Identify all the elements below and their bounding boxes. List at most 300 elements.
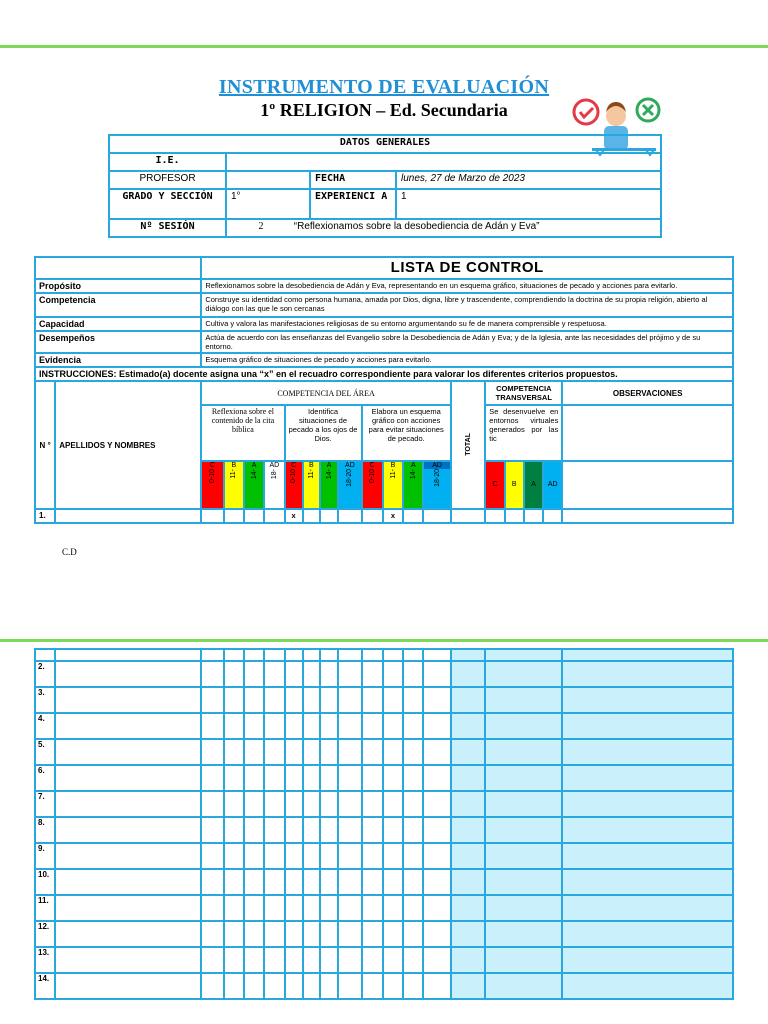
level-label: AD (345, 462, 355, 469)
competencia-area-header: COMPETENCIA DEL ÁREA (201, 381, 450, 405)
grade-cell[interactable] (338, 687, 361, 713)
grade-cell[interactable] (423, 791, 450, 817)
grade-cell[interactable] (320, 895, 338, 921)
grade-cell[interactable] (224, 843, 244, 869)
grade-cell[interactable] (201, 817, 223, 843)
grade-cell[interactable] (244, 843, 264, 869)
grade-cell[interactable] (403, 791, 423, 817)
grade-cell[interactable] (244, 921, 264, 947)
transversal-cell[interactable] (543, 509, 562, 523)
grade-cell[interactable] (423, 869, 450, 895)
grade-cell[interactable] (264, 973, 284, 999)
row-text-evidencia: Esquema gráfico de situaciones de pecado y acciones para evitarlo. (201, 353, 733, 367)
grade-cell[interactable] (403, 739, 423, 765)
grade-cell[interactable] (224, 921, 244, 947)
total-cell[interactable] (451, 661, 485, 687)
student-name-cell[interactable] (55, 947, 201, 973)
ie-field[interactable] (226, 153, 661, 171)
grade-cell[interactable] (303, 869, 320, 895)
total-cell[interactable] (451, 843, 485, 869)
grade-cell[interactable] (285, 947, 303, 973)
grade-cell[interactable] (224, 869, 244, 895)
grade-cell[interactable] (338, 843, 361, 869)
grade-cell[interactable] (285, 895, 303, 921)
grade-cell[interactable] (338, 765, 361, 791)
grade-cell[interactable] (303, 713, 320, 739)
grade-cell[interactable] (383, 895, 403, 921)
criterio-3: Elabora un esquema gráfico con acciones para evitar situaciones de pecado. (362, 405, 451, 461)
grade-cell[interactable] (224, 687, 244, 713)
grade-cell[interactable] (264, 765, 284, 791)
grade-cell[interactable] (285, 713, 303, 739)
grade-cell[interactable] (320, 869, 338, 895)
grade-cell[interactable] (403, 509, 423, 523)
transversal-cell[interactable] (505, 509, 524, 523)
grade-cell[interactable] (244, 765, 264, 791)
grade-cell[interactable] (244, 817, 264, 843)
grade-cell[interactable] (403, 947, 423, 973)
grade-cell[interactable] (403, 973, 423, 999)
grade-cell[interactable] (403, 661, 423, 687)
grade-cell[interactable] (320, 713, 338, 739)
grade-cell[interactable] (362, 921, 383, 947)
grade-cell[interactable] (423, 713, 450, 739)
grade-cell[interactable] (320, 765, 338, 791)
total-cell[interactable] (451, 791, 485, 817)
observaciones-header: OBSERVACIONES (562, 381, 733, 405)
grade-cell[interactable] (264, 739, 284, 765)
grade-cell[interactable] (285, 973, 303, 999)
observaciones-cell[interactable] (562, 843, 733, 869)
grade-cell[interactable] (362, 661, 383, 687)
level-ad-2 (338, 461, 361, 509)
transversal-cell[interactable] (485, 509, 504, 523)
grade-cell[interactable] (338, 817, 361, 843)
grade-cell[interactable] (285, 687, 303, 713)
grade-cell[interactable] (383, 765, 403, 791)
total-cell[interactable] (451, 739, 485, 765)
student-name-1[interactable] (55, 509, 201, 523)
sesion-number: 2 (258, 221, 264, 232)
transversal-cell[interactable] (485, 895, 562, 921)
student-rows-body (35, 649, 733, 999)
grade-cell[interactable] (201, 739, 223, 765)
level-a-3 (403, 461, 423, 509)
student-rows-table (34, 648, 734, 1000)
transversal-cell[interactable] (485, 713, 562, 739)
grade-cell[interactable] (303, 649, 320, 661)
table-row (35, 973, 733, 999)
total-cell[interactable] (451, 713, 485, 739)
student-name-cell[interactable] (55, 895, 201, 921)
student-name-cell[interactable] (55, 973, 201, 999)
grade-cell[interactable] (201, 791, 223, 817)
grade-cell[interactable] (403, 895, 423, 921)
table-row (35, 817, 733, 843)
table-row (35, 895, 733, 921)
grade-cell[interactable] (264, 895, 284, 921)
grade-cell[interactable] (423, 509, 450, 523)
grade-cell[interactable] (338, 947, 361, 973)
observaciones-cell[interactable] (562, 649, 733, 661)
grade-cell[interactable] (201, 687, 223, 713)
table-row (35, 687, 733, 713)
grade-cell[interactable] (224, 509, 244, 523)
student-name-cell[interactable] (55, 843, 201, 869)
grade-cell[interactable] (285, 817, 303, 843)
transversal-cell[interactable] (485, 739, 562, 765)
row-label-capacidad: Capacidad (35, 317, 201, 331)
grade-cell[interactable] (244, 509, 264, 523)
grade-cell[interactable] (224, 739, 244, 765)
level-label: C (209, 462, 216, 469)
grade-cell[interactable] (403, 765, 423, 791)
transversal-cell[interactable] (524, 509, 543, 523)
total-cell[interactable] (451, 947, 485, 973)
grade-cell[interactable] (303, 973, 320, 999)
grade-cell[interactable] (383, 869, 403, 895)
grade-cell[interactable] (362, 713, 383, 739)
footer-cd: C.D (62, 547, 77, 557)
level-b-1 (224, 461, 244, 509)
grade-cell[interactable] (264, 843, 284, 869)
grade-cell[interactable] (338, 791, 361, 817)
grade-cell[interactable] (303, 661, 320, 687)
grade-cell[interactable] (244, 661, 264, 687)
grade-cell[interactable] (423, 765, 450, 791)
total-cell[interactable] (451, 973, 485, 999)
row-number: 14. (35, 973, 55, 999)
transversal-cell[interactable] (485, 973, 562, 999)
range-label: 0-10 (368, 469, 376, 484)
grade-cell[interactable] (338, 973, 361, 999)
grade-cell[interactable] (320, 687, 338, 713)
grade-cell[interactable] (244, 687, 264, 713)
total-cell[interactable] (451, 509, 485, 523)
grade-cell[interactable] (201, 973, 223, 999)
row-number: 4. (35, 713, 55, 739)
observaciones-cell[interactable] (562, 509, 733, 523)
grade-cell[interactable] (244, 791, 264, 817)
total-cell[interactable] (451, 765, 485, 791)
grade-cell[interactable] (362, 739, 383, 765)
grade-cell[interactable] (338, 661, 361, 687)
grade-cell[interactable] (338, 739, 361, 765)
grade-cell[interactable] (403, 713, 423, 739)
observaciones-cell[interactable] (562, 791, 733, 817)
grade-cell[interactable] (285, 765, 303, 791)
grade-cell[interactable] (423, 649, 450, 661)
grade-cell[interactable] (423, 739, 450, 765)
grade-cell[interactable] (264, 713, 284, 739)
grade-cell[interactable] (320, 649, 338, 661)
grade-cell[interactable] (201, 869, 223, 895)
grade-cell[interactable] (244, 973, 264, 999)
grade-cell[interactable] (423, 947, 450, 973)
grade-cell[interactable] (338, 509, 361, 523)
observaciones-cell[interactable] (562, 739, 733, 765)
grade-cell[interactable] (285, 791, 303, 817)
level-b-3 (383, 461, 403, 509)
observaciones-cell[interactable] (562, 817, 733, 843)
range-label: 0-10 (290, 469, 298, 484)
grade-cell[interactable] (285, 649, 303, 661)
grade-cell[interactable] (362, 973, 383, 999)
grade-cell[interactable] (244, 649, 264, 661)
row-number: 8. (35, 817, 55, 843)
transversal-cell[interactable] (485, 687, 562, 713)
grade-cell[interactable] (362, 509, 383, 523)
row-number: 13. (35, 947, 55, 973)
grade-cell[interactable] (201, 509, 223, 523)
grade-cell[interactable] (303, 687, 320, 713)
grade-cell[interactable] (224, 895, 244, 921)
range-label: 11- (307, 469, 315, 479)
transversal-cell[interactable] (485, 921, 562, 947)
grade-cell[interactable] (264, 921, 284, 947)
row-text-capacidad: Cultiva y valora las manifestaciones religiosas de su entorno argumentando su fe de manera comprensible y respetuosa. (201, 317, 733, 331)
total-cell[interactable] (451, 869, 485, 895)
grade-cell[interactable] (423, 843, 450, 869)
observaciones-level-cell[interactable] (562, 461, 733, 509)
grade-cell[interactable] (320, 843, 338, 869)
transversal-cell[interactable] (485, 947, 562, 973)
grade-cell[interactable] (303, 921, 320, 947)
grade-cell[interactable] (403, 817, 423, 843)
grade-cell[interactable] (224, 661, 244, 687)
total-cell[interactable] (451, 687, 485, 713)
grade-cell[interactable] (224, 649, 244, 661)
total-cell[interactable] (451, 921, 485, 947)
grade-cell[interactable] (264, 649, 284, 661)
grade-cell[interactable] (201, 649, 223, 661)
grade-cell[interactable] (244, 739, 264, 765)
grade-cell[interactable] (201, 765, 223, 791)
grade-cell[interactable] (320, 509, 338, 523)
observaciones-area[interactable] (562, 405, 733, 461)
grade-cell[interactable] (423, 817, 450, 843)
grade-cell[interactable] (383, 687, 403, 713)
grade-cell[interactable] (285, 661, 303, 687)
level-label: A (410, 462, 416, 469)
level-b-2 (303, 461, 320, 509)
row-number: 9. (35, 843, 55, 869)
table-row (35, 791, 733, 817)
grade-cell[interactable] (362, 817, 383, 843)
grade-cell[interactable] (338, 869, 361, 895)
grade-cell[interactable] (285, 739, 303, 765)
grade-cell[interactable] (362, 843, 383, 869)
grade-cell[interactable] (303, 817, 320, 843)
grade-cell[interactable] (303, 843, 320, 869)
row-number-1: 1. (35, 509, 55, 523)
observaciones-cell[interactable] (562, 687, 733, 713)
grade-cell[interactable] (403, 869, 423, 895)
grade-cell[interactable] (224, 791, 244, 817)
row-number: 11. (35, 895, 55, 921)
range-label: 18-20 (433, 469, 441, 487)
grade-cell[interactable] (224, 817, 244, 843)
total-cell[interactable] (451, 895, 485, 921)
transversal-cell[interactable] (485, 791, 562, 817)
grade-cell[interactable] (303, 895, 320, 921)
grade-cell[interactable] (383, 739, 403, 765)
grade-cell[interactable] (201, 895, 223, 921)
student-name-cell[interactable] (55, 713, 201, 739)
student-name-cell[interactable] (55, 791, 201, 817)
level-ad-3 (423, 461, 450, 509)
grade-cell[interactable] (264, 947, 284, 973)
row-text-desempenos: Actúa de acuerdo con las enseñanzas del Evangelio sobre la Desobediencia de Adán y Eva; y de la Iglesia, ante las necesidades del prójimo y de su entorno. (201, 331, 733, 353)
student-name-cell[interactable] (55, 765, 201, 791)
observaciones-cell[interactable] (562, 921, 733, 947)
grade-cell[interactable] (303, 947, 320, 973)
transversal-cell[interactable] (485, 843, 562, 869)
ie-label: I.E. (109, 153, 226, 171)
grade-cell[interactable] (201, 921, 223, 947)
student-name-cell[interactable] (55, 817, 201, 843)
grade-cell[interactable] (403, 921, 423, 947)
transversal-cell[interactable] (485, 869, 562, 895)
grade-cell[interactable] (338, 895, 361, 921)
grade-cell[interactable] (320, 817, 338, 843)
grade-cell[interactable] (224, 947, 244, 973)
grade-cell[interactable] (383, 817, 403, 843)
grade-cell[interactable] (320, 791, 338, 817)
grade-cell[interactable] (403, 843, 423, 869)
grade-cell[interactable] (320, 947, 338, 973)
grade-cell[interactable] (244, 895, 264, 921)
grade-cell[interactable] (403, 687, 423, 713)
total-cell[interactable] (451, 817, 485, 843)
transversal-level-a: A (524, 461, 543, 509)
grade-cell[interactable] (362, 947, 383, 973)
level-label: A (326, 462, 332, 469)
grade-cell-marked[interactable]: x (285, 509, 303, 523)
observaciones-cell[interactable] (562, 765, 733, 791)
nombres-header: APELLIDOS Y NOMBRES (55, 381, 201, 509)
grade-cell[interactable] (362, 649, 383, 661)
grade-cell[interactable] (423, 687, 450, 713)
grade-cell[interactable] (338, 713, 361, 739)
row-number: 2. (35, 661, 55, 687)
grade-cell[interactable] (224, 973, 244, 999)
grade-cell[interactable] (244, 947, 264, 973)
grade-cell[interactable] (244, 713, 264, 739)
grade-cell[interactable] (303, 791, 320, 817)
transversal-cell[interactable] (485, 649, 562, 661)
observaciones-cell[interactable] (562, 869, 733, 895)
grade-cell[interactable] (423, 661, 450, 687)
student-name-cell[interactable] (55, 739, 201, 765)
grade-cell[interactable] (362, 687, 383, 713)
grade-cell[interactable] (264, 817, 284, 843)
observaciones-cell[interactable] (562, 947, 733, 973)
grade-cell[interactable] (383, 973, 403, 999)
total-cell[interactable] (451, 649, 485, 661)
grade-cell[interactable] (244, 869, 264, 895)
grade-cell[interactable] (303, 509, 320, 523)
table-row (35, 947, 733, 973)
grade-cell[interactable] (383, 713, 403, 739)
grade-cell[interactable] (224, 765, 244, 791)
grade-cell[interactable] (383, 661, 403, 687)
grade-cell[interactable] (201, 843, 223, 869)
grade-cell[interactable] (285, 921, 303, 947)
table-row (35, 869, 733, 895)
grade-cell[interactable] (285, 869, 303, 895)
grade-cell[interactable] (362, 791, 383, 817)
grade-cell[interactable] (264, 509, 284, 523)
row-number: 6. (35, 765, 55, 791)
transversal-text: Se desenvuelve en entornos virtuales generados por las tic (485, 405, 562, 461)
transversal-cell[interactable] (485, 765, 562, 791)
grade-cell[interactable] (285, 843, 303, 869)
grade-cell[interactable] (320, 739, 338, 765)
range-label: 0-10 (209, 469, 216, 484)
grade-cell[interactable] (383, 947, 403, 973)
grade-cell[interactable] (338, 649, 361, 661)
grade-cell[interactable] (264, 661, 284, 687)
grade-cell[interactable] (423, 973, 450, 999)
row-number: 5. (35, 739, 55, 765)
grade-cell[interactable] (403, 649, 423, 661)
grade-cell[interactable] (383, 843, 403, 869)
grade-cell[interactable] (264, 791, 284, 817)
grade-cell[interactable] (423, 895, 450, 921)
sesion-field[interactable] (226, 219, 661, 237)
grade-cell[interactable] (201, 713, 223, 739)
grade-cell[interactable] (383, 791, 403, 817)
fecha-field[interactable]: lunes, 27 de Marzo de 2023 (396, 171, 661, 189)
grade-cell[interactable] (383, 921, 403, 947)
grade-cell-marked[interactable]: x (383, 509, 403, 523)
profesor-field[interactable] (226, 171, 310, 189)
student-name-cell[interactable] (55, 661, 201, 687)
grade-cell[interactable] (338, 921, 361, 947)
grade-cell[interactable] (303, 765, 320, 791)
transversal-cell[interactable] (485, 817, 562, 843)
observaciones-cell[interactable] (562, 973, 733, 999)
grade-cell[interactable] (320, 661, 338, 687)
grade-cell[interactable] (423, 921, 450, 947)
grade-cell[interactable] (303, 739, 320, 765)
range-label: 14- (409, 469, 417, 480)
grade-cell[interactable] (224, 713, 244, 739)
transversal-cell[interactable] (485, 661, 562, 687)
grade-cell[interactable] (362, 765, 383, 791)
observaciones-cell[interactable] (562, 713, 733, 739)
observaciones-cell[interactable] (562, 661, 733, 687)
grade-cell[interactable] (201, 661, 223, 687)
observaciones-cell[interactable] (562, 895, 733, 921)
student-name-cell[interactable] (55, 687, 201, 713)
experiencia-field[interactable]: 1 (396, 189, 661, 219)
student-name-cell[interactable] (55, 869, 201, 895)
grado-field[interactable]: 1° (226, 189, 310, 219)
grade-cell[interactable] (320, 973, 338, 999)
grade-cell[interactable] (264, 869, 284, 895)
grade-cell[interactable] (264, 687, 284, 713)
student-name-cell[interactable] (55, 649, 201, 661)
student-name-cell[interactable] (55, 921, 201, 947)
grade-cell[interactable] (383, 649, 403, 661)
grade-cell[interactable] (362, 869, 383, 895)
grade-cell[interactable] (320, 921, 338, 947)
datos-generales-table (108, 134, 662, 238)
grade-cell[interactable] (362, 895, 383, 921)
grade-cell[interactable] (201, 947, 223, 973)
